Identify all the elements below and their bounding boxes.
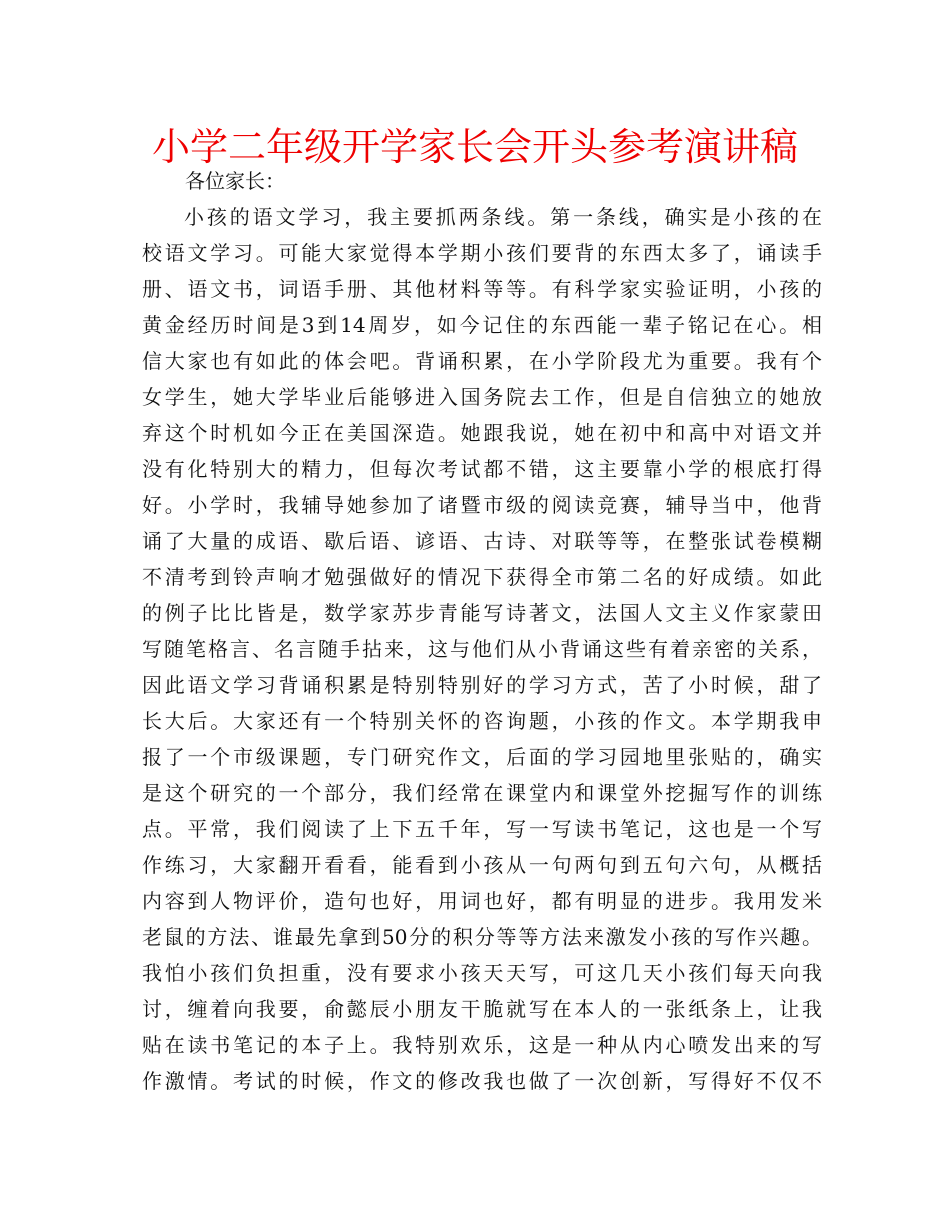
body-line: 长大后。大家还有一个特别关怀的咨询题，小孩的作文。本学期我申 [142, 709, 822, 733]
body-line: 作练习，大家翻开看看，能看到小孩从一句两句到五句六句，从概括 [142, 853, 822, 877]
body-line: 作激情。考试的时候，作文的修改我也做了一次创新，写得好不仅不 [142, 1069, 822, 1093]
body-line: 我怕小孩们负担重，没有要求小孩天天写，可这几天小孩们每天向我 [142, 961, 822, 985]
body-line: 没有化特别大的精力，但每次考试都不错，这主要靠小学的根底打得 [142, 457, 822, 481]
body-line: 点。平常，我们阅读了上下五千年，写一写读书笔记，这也是一个写 [142, 817, 822, 841]
body-line: 女学生，她大学毕业后能够进入国务院去工作，但是自信独立的她放 [142, 385, 822, 409]
body-line: 内容到人物评价，造句也好，用词也好，都有明显的进步。我用发米 [142, 889, 822, 913]
body-line: 老鼠的方法、谁最先拿到50分的积分等等方法来激发小孩的写作兴趣。 [142, 925, 822, 949]
body-line: 弃这个时机如今正在美国深造。她跟我说，她在初中和高中对语文并 [142, 421, 822, 445]
body-line: 的例子比比皆是，数学家苏步青能写诗著文，法国人文主义作家蒙田 [142, 601, 822, 625]
body-line: 因此语文学习背诵积累是特别特别好的学习方式，苦了小时候，甜了 [142, 673, 822, 697]
body-line: 是这个研究的一个部分，我们经常在课堂内和课堂外挖掘写作的训练 [142, 781, 822, 805]
body-text [142, 199, 822, 1099]
body-line: 好。小学时，我辅导她参加了诸暨市级的阅读竞赛，辅导当中，他背 [142, 493, 822, 517]
body-line: 小孩的语文学习，我主要抓两条线。第一条线，确实是小孩的在 [184, 205, 822, 229]
body-line: 册、语文书，词语手册、其他材料等等。有科学家实验证明，小孩的 [142, 277, 822, 301]
body-line: 校语文学习。可能大家觉得本学期小孩们要背的东西太多了，诵读手 [142, 241, 822, 265]
body-line: 诵了大量的成语、歇后语、谚语、古诗、对联等等，在整张试卷模糊 [142, 529, 822, 553]
body-line: 不清考到铃声响才勉强做好的情况下获得全市第二名的好成绩。如此 [142, 565, 822, 589]
body-line: 黄金经历时间是3到14周岁，如今记住的东西能一辈子铭记在心。相 [142, 313, 822, 337]
body-line: 讨，缠着向我要，俞懿辰小朋友干脆就写在本人的一张纸条上，让我 [142, 997, 822, 1021]
body-line: 报了一个市级课题，专门研究作文，后面的学习园地里张贴的，确实 [142, 745, 822, 769]
body-line: 贴在读书笔记的本子上。我特别欢乐，这是一种从内心喷发出来的写 [142, 1033, 822, 1057]
body-line: 写随笔格言、名言随手拈来，这与他们从小背诵这些有着亲密的关系， [142, 637, 822, 661]
body-line: 信大家也有如此的体会吧。背诵积累，在小学阶段尤为重要。我有个 [142, 349, 822, 373]
document-title: 小学二年级开学家长会开头参考演讲稿 [151, 125, 798, 169]
salutation: 各位家长： [185, 169, 285, 193]
